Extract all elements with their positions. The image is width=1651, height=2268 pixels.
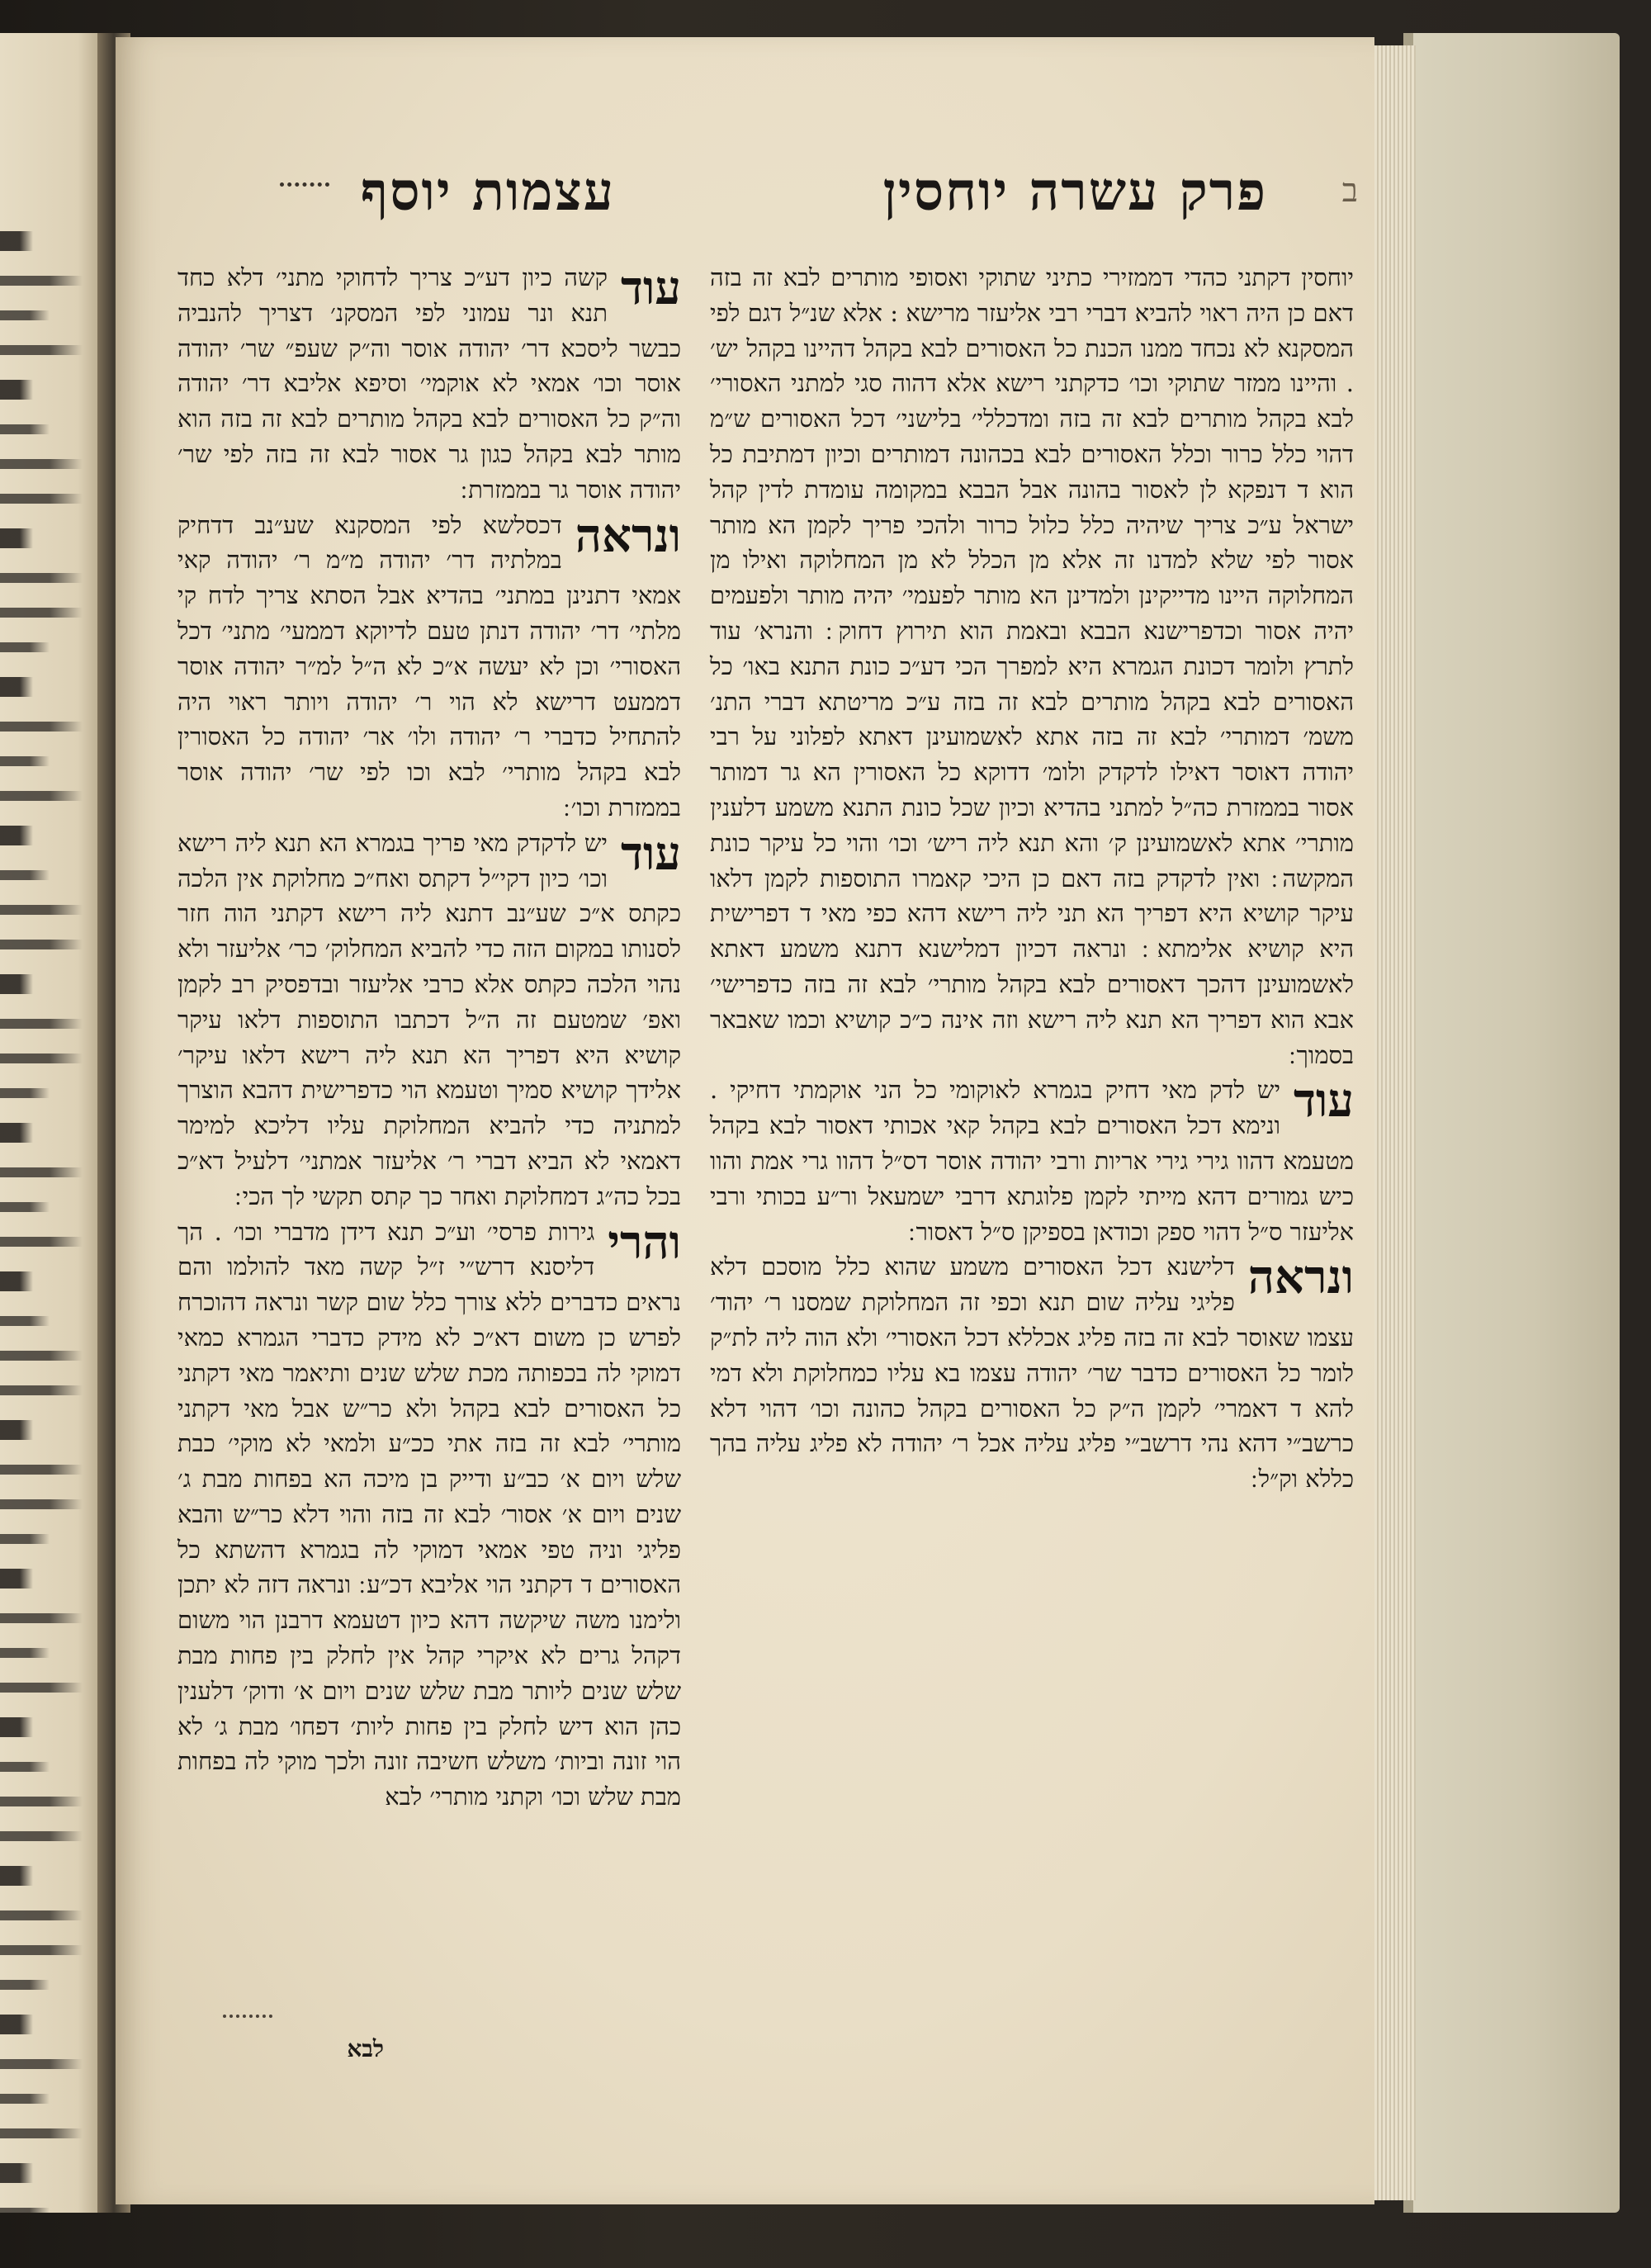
book-page [116,37,1374,2204]
left-column [177,260,681,1815]
paragraph-text: דכסלשא לפי המסקנא שע״נב דדחיק במלתיה דר׳ יהודה מ״מ ר׳ יהודה קאי אמאי דתנינן במתני׳ בהדיא אבל הסתא צריך לדח קי מלתי׳ דר׳ יהודה דנתן טעם לדיוקא דממעי׳ מתני׳ דכל האסורי׳ וכן לא יעשה א״כ לא ה״ל למ״ר יהודה אוסר דממעט דרישא לא הוי ר׳ יהודה ויותר ראוי היה להתחיל כדברי ר׳ יהודה ולו׳ אר׳ יהודה כל האסורין לבא בקהל מותרי׳ לבא וכו לפי שר׳ יהודה אוסר בממזרת וכו׳ ׃ [177,510,681,821]
signature-mark [223,2015,272,2026]
paragraph [177,260,681,508]
paragraph-text: יש לדק מאי דחיק בגמרא לאוקומי כל הני אוקמתי דחיקי . ונימא דכל האסורים לבא בקהל קאי אכותי דאסור לבא בקהל מטעמא דהוו גירי גירי אריות ורבי יהודה אוסר דס״ל דהוו גרי אמת והוו כיש גמורים דהא מייתי לקמן פלוגתא דרבי ישמעאל ור״ע בכותי ורבי אליעזר ס״ל דהוי ספק וכודאן בספיקן ס״ל דאסור ׃ [710,1076,1354,1246]
paragraph-text: גירות פרסי׳ וע״כ תנא דידן מדברי וכו׳ . הך דליסנא דרש״י ז״ל קשה מאד להולמו והם נראים כדברים ללא צורך כלל שום קשר ונראה דהוכרח לפרש כן משום דא״כ לא מידק כדברי הגמרא כמאי דמוקי לה בכפותה מכת שלש שנים ותיאמר מאי דקתני כל האסורים לבא בקהל ולא כר״ש אבל מאי דקתני מותרי׳ לבא זה בזה אתי ככ״ע ולמאי לא מוקי׳ כבת שלש ויום א׳ כב״ע ודייק בן מיכה הא בפחות מבת ג׳ שנים ויום א׳ אסור׳ לבא זה בזה והוי דלא כר״ש והבא פליגי וניה טפי אמאי דמוקי לה בגמרא דהשתא כל האסורים ד דקתני הוי אליבא דכ״ע ׃ ונראה דזה לא יתכן ולימנו משה שיקשה דהא כיון דטעמא דרבנן הוי משום דקהל גרים לא איקרי קהל אין לחלק בין פחות מבת שלש שנים ליותר מבת שלש שנים ויום א׳ ודוק׳ דלענין כהן הוא דיש לחלק בין פחות ליות׳ דפחו׳ מבת ג׳ לא הוי זונה וביות׳ משלש חשיבה זונה ולכך מוקי לה בפחות מבת שלש וכו׳ וקתני מותרי׳ לבא [177,1217,681,1811]
book-title [268,161,615,223]
paragraph [177,826,681,1214]
paragraph [710,1249,1354,1497]
paragraph [177,1214,681,1816]
paragraph [710,1072,1354,1249]
ornament-dashes [280,182,329,210]
right-column [710,260,1354,1497]
lead-word: עוד [1294,1073,1354,1129]
paragraph-text: קשה כיון דע״כ צריך לדחוקי מתני׳ דלא כחד תנא ונר עמוני לפי המסקנ׳ דצריך להנביה כבשר ליסכא דר׳ יהודה אוסר וה״ק שעפ״ שר׳ יהודה אוסר וכו׳ אמאי לא אוקמי׳ וסיפא אליבא דר׳ יהודה וה״ק כל האסורים לבא בקהל מותרים לבא זה בזה הוא מותר לבא בקהל כגון גר אסור לבא זה בזה לפי שר׳ יהודה אוסר גר בממזרת ׃ [177,263,681,504]
paragraph-text: דלישנא דכל האסורים משמע שהוא כלל מוסכם דלא פליגי עליה שום תנא וכפי זה המחלוקת שמסנו ר׳ יהוד׳ עצמו שאוסר לבא זה בזה פליג אכללא דכל האסורי׳ ולא הוה ליה לת״ק לומר כל האסורים כדבר שר׳ יהודה עצמו בא עליו כמחלוקת ולא דמי להא ד דאמרי׳ לקמן ה״ק כל האסורים בקהל כהונה וכו׳ דהוי דלא כרשב״י דהא נהי דרשב״י פליג עליה אכל ר׳ יהודה לא פליג עליה בהך כללא וק״ל ׃ [710,1252,1354,1494]
lead-word: ונראה [1247,1250,1354,1305]
page-corner-mark: ב [1341,172,1358,210]
book-cover [1403,33,1620,2213]
lead-word: והרי [608,1214,681,1270]
facing-page-fragment [0,33,111,2213]
paragraph-text: יש לדקדק מאי פריך בגמרא הא תנא ליה רישא וכו׳ כיון דקי״ל דקתס ואח״כ מחלוקת אין הלכה כקתס א״כ שע״נב דתנא ליה רישא דקתני הוה חזר לסנותו במקום הזה כדי להביא המחלוק׳ כר׳ אליעזר ולא נהוי הלכה כקתס אלא כרבי אליעזר ובדפסיק רב לקמן ואפ׳ שמטעם זה ה״ל דכתבו התוספות דלאו עיקר קושיא היא דפריך הא תנא ליה רישא דלאו עיקר׳ אלידך קושיא סמיך וטעמא הוי כדפרישית דהבא הוצרך למתניה כדי להביא המחלוקת עליו דליכא למימר דאמאי לא הביא דברי ר׳ אליעזר אמתני׳ דלעיל דא״כ בכל כה״ג דמחלוקת ואחר כך קתס תקשי לך הכי ׃ [177,828,681,1210]
paragraph-text: יוחסין דקתני כהדי דממזירי כתיני שתוקי ואסופי מותרים לבא זה בזה דאם כן היה ראוי להביא דברי רבי אליעזר מרישא : אלא שנ״ל דגם לפי המסקנא לא נכחד ממנו הכנת כל האסורים לבא בקהל דהיינו בקהל יש׳ . והיינו ממזר שתוקי וכו׳ כדקתני רישא אלא דהוה סגי למתני האסורי׳ לבא בקהל מותרים לבא זה בזה ומדכללי׳ בלישני׳ דכל האסורים ש״מ דהוי כלל כרור וכלל האסורים לבא בכהונה דמותרים וכיון דמתיבת כל הוא ד דנפקא לן לאסור בהונה אבל הבבא במקומה עומדת לדין קהל ישראל ע״כ צריך שיהיה כלל כלול כרור ולהכי פריך לקמן הא מותר אסור לפי שלא למדנו זה אלא מן הכלל לא מן המחלוקה ואילו מן המחלוקה היינו מדייקינן ולמדינן הא מותר לפעמי׳ יהיה מותר ולפעמים יהיה אסור וכדפרישנא הבבא ובאמת הוא תירוץ דחוק ׃ והנרא׳ עוד לתרץ ולומר דכונת הגמרא היא למפרך הכי דע״כ כונת התנא באו׳ כל האסורים לבא בקהל מותרים לבא זה בזה ע״כ מריטתא דברי התנ׳ משמ׳ דמותרי׳ לבא זה בזה אתא לאשמועינן דאתא לפלוני על רבי יהודה דאוסר דאילו לדקדק ולומ׳ דדוקא כל האסורין הא גר דמותר אסור בממזרת כה״ל למתני בהדיא וכיון שכל כונת התנא משמע דלענין מותרי׳ אתא לאשמועינן ק׳ והא תנא ליה ריש׳ וכו׳ והוי כל עיקר כונת המקשה ׃ ואין לדקדק בזה דאם כן היכי קאמרו התוספות לקמן דלאו עיקר קושיא היא דפריך הא תני ליה רישא דהא כפי מאי ד דפרישית היא קושיא אלימתא ׃ ונראה דכיון דמלישנא דתנא משמע דאתא לאשמועינן דהכך דאסורים לבא בקהל מותרי׳ לבא זה בזה כדפרישי׳ אבא הוא דפריך הא תנא ליה רישא וזה אינה כ״כ קושיא וכמו שאבאר בסמוך ׃ [710,263,1354,1069]
lead-word: עוד [621,826,681,881]
catchword: לבא [347,2035,384,2062]
facing-page-text-fragment [0,231,83,2213]
running-header [116,161,1374,252]
lead-word: עוד [621,261,681,315]
lead-word: ונראה [575,508,681,563]
paragraph [710,260,1354,1072]
chapter-title: פרק עשרה יוחסין [882,161,1267,223]
paragraph [177,508,681,826]
book-title-text: עצמות יוסף [360,161,615,223]
